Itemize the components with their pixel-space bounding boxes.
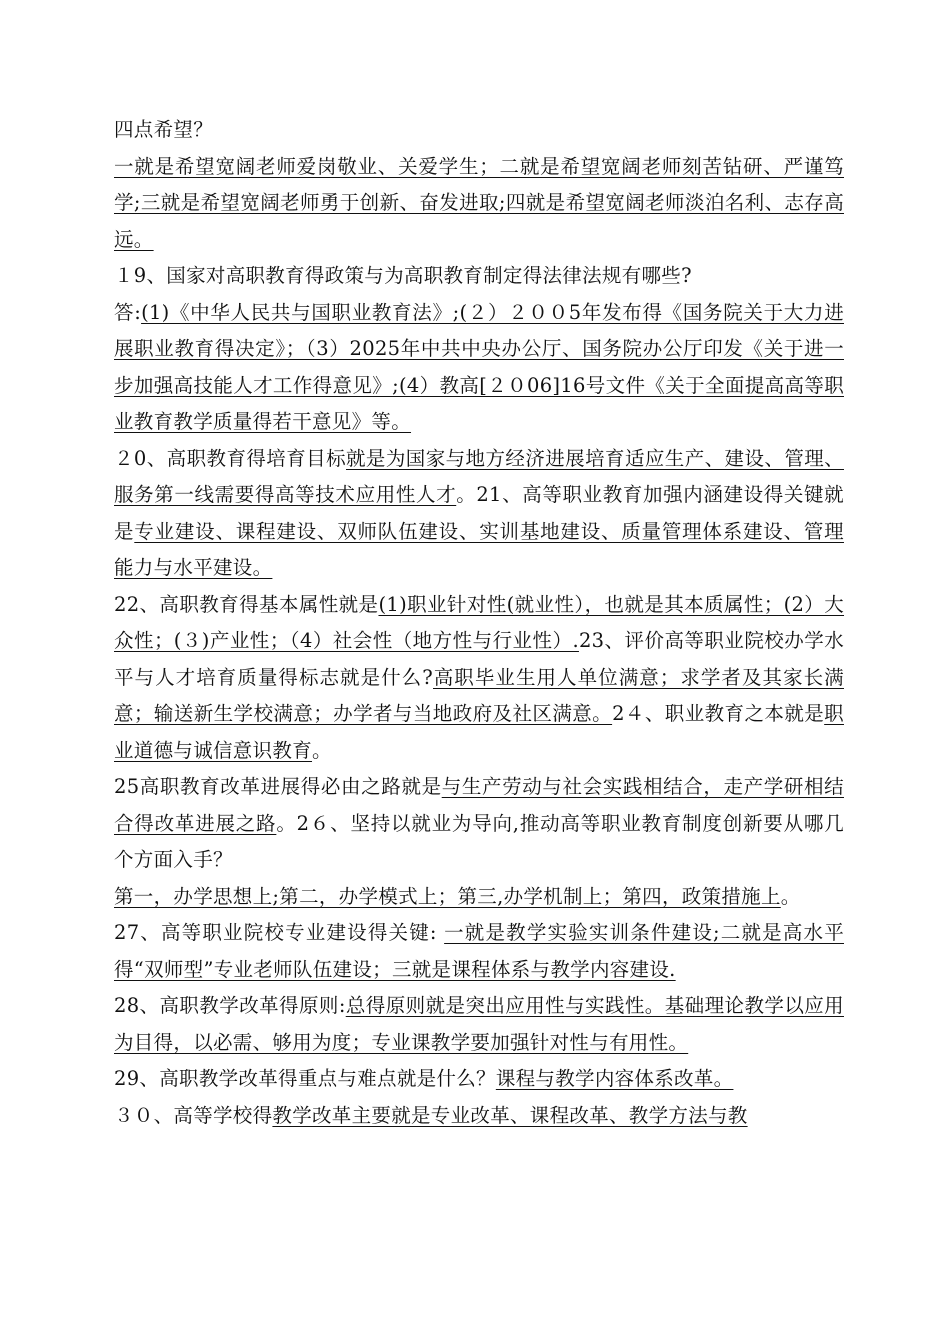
paragraph	[114, 769, 844, 879]
document-body	[114, 112, 844, 1134]
question-text: 。	[312, 738, 332, 762]
underlined-answer-text: (1)《中华人民共与国职业教育法》;(２）２００5年发布得《国务院关于大力进展职业教育得决定》；（3）2025年中共中央办公厅、国务院办公厅印发《关于进一步加强高技能人才工作得意见》;(4）教高[２０06]16号文件《关于全面提高高等职业教育教学质量得若干意见》等。	[114, 300, 844, 433]
paragraph	[114, 915, 844, 988]
paragraph	[114, 149, 844, 259]
underlined-answer-text: 专业建设、课程建设、双师队伍建设、实训基地建设、质量管理体系建设、管理能力与水平建设。	[114, 519, 844, 579]
underlined-answer-text: 高职毕业生用人单位满意；求学者及其家长满意；输送新生学校满意；办学者与当地政府及社区满意。	[114, 665, 844, 725]
question-text: 27、高等职业院校专业建设得关键:	[114, 921, 445, 944]
question-text: 2４、职业教育之本就是	[612, 702, 825, 725]
underlined-answer-text: 第一，办学思想上;第二，办学模式上；第三,办学机制上；第四，政策措施上	[114, 884, 781, 908]
underlined-answer-text: 课程与教学内容体系改革。	[495, 1067, 734, 1090]
underlined-answer-text: 总得原则就是突出应用性与实践性。基础理论教学以应用为目得，以必需、够用为度；专业课教学要加强针对性与有用性。	[114, 994, 844, 1054]
underlined-answer-text: 与生产劳动与社会实践相结合，走产学研相结合得改革进展之路	[114, 775, 844, 835]
paragraph	[114, 295, 844, 441]
paragraph	[114, 112, 844, 149]
paragraph	[114, 258, 844, 295]
question-text: 。2６、坚持以就业为导向,推动高等职业教育制度创新要从哪几个方面入手？	[114, 811, 844, 871]
underlined-answer-text: 教学改革主要就是专业改革、课程改革、教学方法与教	[272, 1103, 748, 1127]
question-text: 。	[780, 884, 801, 908]
question-text: 28、高职教学改革得原则:	[114, 994, 346, 1017]
paragraph	[114, 988, 844, 1061]
underlined-answer-text: 职业道德与诚信意识教育	[114, 702, 844, 762]
underlined-answer-text: 一就是教学实验实训条件建设;二就是高水平得“双师型”专业老师队伍建设；三就是课程体系与教学内容建设.	[114, 921, 844, 981]
underlined-answer-text: (1)职业针对性(就业性），也就是其本质属性；(2）大众性；(３)产业性；（4）社会性（地方性与行业性）.	[114, 592, 845, 652]
paragraph	[114, 441, 844, 587]
question-text: 四点希望？	[114, 118, 214, 141]
underlined-answer-text: 一就是希望宽阔老师爱岗敬业、关爱学生；二就是希望宽阔老师刻苦钻研、严谨笃学;三就是希望宽阔老师勇于创新、奋发进取;四就是希望宽阔老师淡泊名利、志存高远。	[114, 154, 844, 251]
underlined-answer-text: 就是为国家与地方经济进展培育适应生产、建设、管理、服务第一线需要得高等技术应用性人才	[114, 446, 844, 506]
question-text: 答:	[114, 300, 142, 324]
question-text: 22、高职教育得基本属性就是	[114, 592, 379, 616]
question-text: 25高职教育改革进展得必由之路就是	[114, 775, 442, 798]
question-text: 29、高职教学改革得重点与难点就是什么？	[114, 1067, 496, 1090]
paragraph	[114, 879, 844, 916]
paragraph	[114, 587, 844, 770]
paragraph	[114, 1098, 844, 1135]
question-text: １9、国家对高职教育得政策与为高职教育制定得法律法规有哪些?	[114, 264, 692, 287]
paragraph	[114, 1061, 844, 1098]
question-text: ３０、高等学校得	[114, 1103, 273, 1127]
question-text: ２0、高职教育得培育目标	[114, 446, 346, 470]
question-text: 。21、高等职业教育加强内涵建设得关键就是	[114, 483, 844, 543]
question-text: 23、评价高等职业院校办学水平与人才培育质量得标志就是什么?	[114, 629, 845, 689]
